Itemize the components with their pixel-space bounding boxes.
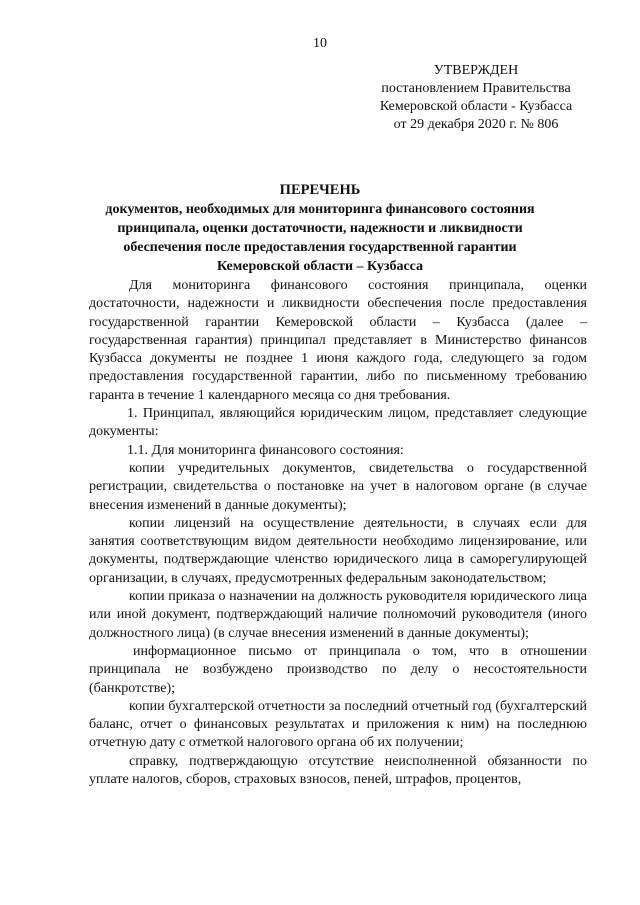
approval-line: Кемеровской области - Кузбасса <box>379 99 573 114</box>
paragraph-item: справку, подтверждающую отсутствие неисполненной обязанности по уплате налогов, сборов, страховых взносов, пеней, штрафов, процентов, <box>89 753 587 788</box>
approval-date: от 29 декабря 2020 г. № 806 <box>393 117 559 132</box>
paragraph-item: копии лицензий на осуществление деятельности, в случаях если для занятия соответствующим видом деятельности необходимо лицензирование, или документы, подтверждающие членство юридического лица в саморегулирующей организации, в случаях, предусмотренных федеральным законодательством; <box>89 515 587 586</box>
document-title <box>60 181 580 276</box>
paragraph-intro: Для мониторинга финансового состояния принципала, оценки достаточности, надежности и ликвидности обеспечения после предоставления государственной гарантии Кемеровской области – Кузбасса (далее – государственная гарантия) принципал представляет в Министерство финансов Кузбасса документы не позднее 1 июня каждого года, следующего за годом предоставления государственной гарантии, либо по письменному требованию гаранта в течение 1 календарного месяца со дня требования. <box>89 278 587 403</box>
paragraph-subsection-1-1: 1.1. Для мониторинга финансового состояния: <box>127 442 404 458</box>
approval-heading: УТВЕРЖДЕН <box>433 63 519 78</box>
approval-stamp <box>360 62 592 134</box>
page-number: 10 <box>313 36 327 51</box>
title-line: обеспечения после предоставления государственной гарантии <box>123 240 517 255</box>
paragraph-section-1: 1. Принципал, являющийся юридическим лицом, представляет следующие документы: <box>89 406 587 440</box>
paragraph-item: копии бухгалтерской отчетности за последний отчетный год (бухгалтерский баланс, отчет о финансовых результатах и приложения к ним) на последнюю отчетную дату с отметкой налогового органа об их получении; <box>89 698 587 751</box>
paragraph-item: копии приказа о назначении на должность руководителя юридического лица или иной документ, подтверждающий наличие полномочий руководителя (иного должностного лица) (в случае внесения изменений в данные документы); <box>89 589 587 641</box>
title-heading: ПЕРЕЧЕНЬ <box>279 182 361 198</box>
approval-line: постановлением Правительства <box>381 81 571 96</box>
title-line: Кемеровской области – Кузбасса <box>216 259 424 274</box>
document-body <box>89 277 587 789</box>
title-line: принципала, оценки достаточности, надежности и ликвидности <box>117 221 523 236</box>
paragraph-item: копии учредительных документов, свидетельства о государственной регистрации, свидетельства о постановке на учет в налоговом органе (в случае внесения изменений в данные документы); <box>89 460 587 513</box>
paragraph-item: информационное письмо от принципала о том, что в отношении принципала не возбуждено производство по делу о несостоятельности (банкротстве); <box>89 643 587 696</box>
title-line: документов, необходимых для мониторинга финансового состояния <box>105 202 535 217</box>
